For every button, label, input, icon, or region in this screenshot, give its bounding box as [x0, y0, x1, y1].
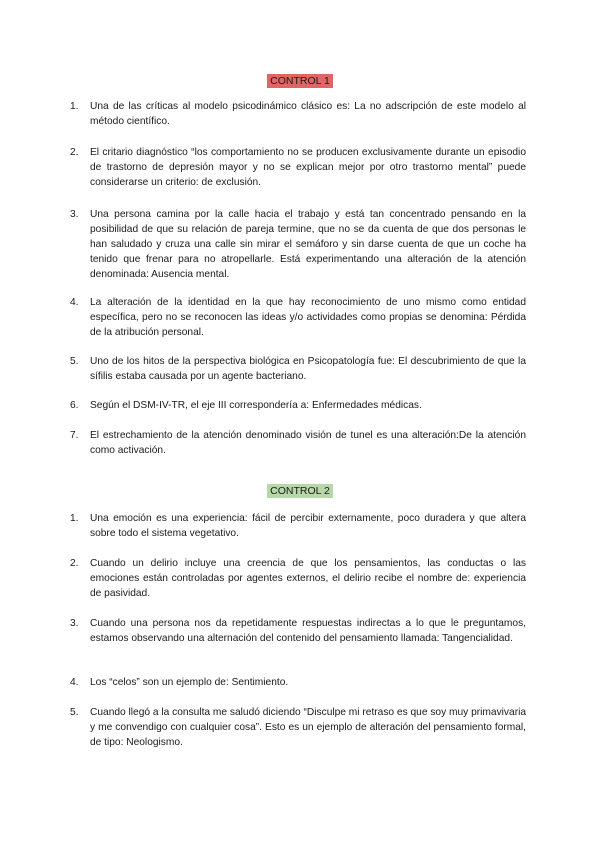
list-item — [70, 295, 526, 354]
item-number: 3. — [70, 209, 79, 220]
list-item — [70, 511, 526, 556]
list-item — [70, 616, 526, 675]
list-item — [70, 556, 526, 616]
item-number: 5. — [70, 707, 79, 718]
control1-heading — [0, 71, 600, 89]
list-item — [70, 398, 526, 428]
item-number: 4. — [70, 297, 79, 308]
item-number: 2. — [70, 147, 79, 158]
item-text: La alteración de la identidad en la que hay reconocimiento de uno mismo como entidad específica, pero no se reconocen las ideas y/o actividades como propias se denomina: Pérdida de la atribución personal. — [90, 297, 526, 338]
item-text: Cuando una persona nos da repetidamente respuestas indirectas a lo que le preguntamos, estamos observando una alternación del contenido del pensamiento llamada: Tangencialidad. — [90, 618, 526, 644]
control1-title: CONTROL 1 — [267, 74, 333, 88]
list-item — [70, 354, 526, 398]
item-text: Una de las críticas al modelo psicodinámico clásico es: La no adscripción de este modelo al método científico. — [90, 101, 526, 127]
item-text: Una persona camina por la calle hacia el trabajo y está tan concentrado pensando en la posibilidad de que su relación de pareja termine, que no se da cuenta de que dos personas le han saludado y cruza una calle sin mirar el semáforo y sin darse cuenta de que un coche ha tenido que frenar para no atropellarle. Está experimentando una alteración de la atención denominada: Ausencia mental. — [90, 209, 526, 280]
control2-question-list — [70, 511, 527, 750]
list-item — [70, 428, 526, 458]
control2-title: CONTROL 2 — [267, 484, 333, 498]
control1-question-list — [70, 99, 526, 458]
list-item — [70, 145, 526, 207]
item-text: Una emoción es una experiencia: fácil de percibir externamente, poco duradera y que altera sobre todo el sistema vegetativo. — [90, 513, 526, 539]
item-text: Uno de los hitos de la perspectiva biológica en Psicopatología fue: El descubrimiento de que la sífilis estaba causada por un agente bacteriano. — [90, 356, 526, 382]
item-text: El estrechamiento de la atención denominado visión de tunel es una alteración:De la atención como activación. — [90, 430, 526, 456]
item-number: 1. — [70, 101, 79, 112]
item-number: 2. — [70, 558, 79, 569]
list-item — [70, 675, 526, 705]
item-number: 4. — [70, 677, 79, 688]
control2-heading — [0, 481, 600, 499]
item-number: 5. — [70, 356, 79, 367]
item-number: 3. — [70, 618, 79, 629]
item-number: 6. — [70, 400, 79, 411]
item-text: El critario diagnóstico “los comportamiento no se producen exclusivamente durante un episodio de trastorno de depresión mayor y no se explican mejor por otro trastorno mental” puede considerarse un criterio: de exclusión. — [90, 147, 526, 188]
list-item — [70, 705, 527, 750]
item-text: Cuando un delirio incluye una creencia de que los pensamientos, las conductas o las emociones están controladas por agentes externos, el delirio recibe el nombre de: experiencia de pasividad. — [90, 558, 526, 599]
item-number: 1. — [70, 513, 79, 524]
item-number: 7. — [70, 430, 79, 441]
list-item — [70, 207, 526, 295]
item-text: Los “celos” son un ejemplo de: Sentimiento. — [90, 677, 289, 688]
list-item — [70, 99, 526, 145]
item-text: Según el DSM-IV-TR, el eje III correspondería a: Enfermedades médicas. — [90, 400, 422, 411]
item-text: Cuando llegó a la consulta me saludó diciendo “Disculpe mi retraso es que soy muy primavivaria y me convendigo con cualquier cosa”. Esto es un ejemplo de alteración del pensamiento formal, de tipo: Neologismo. — [90, 707, 527, 748]
